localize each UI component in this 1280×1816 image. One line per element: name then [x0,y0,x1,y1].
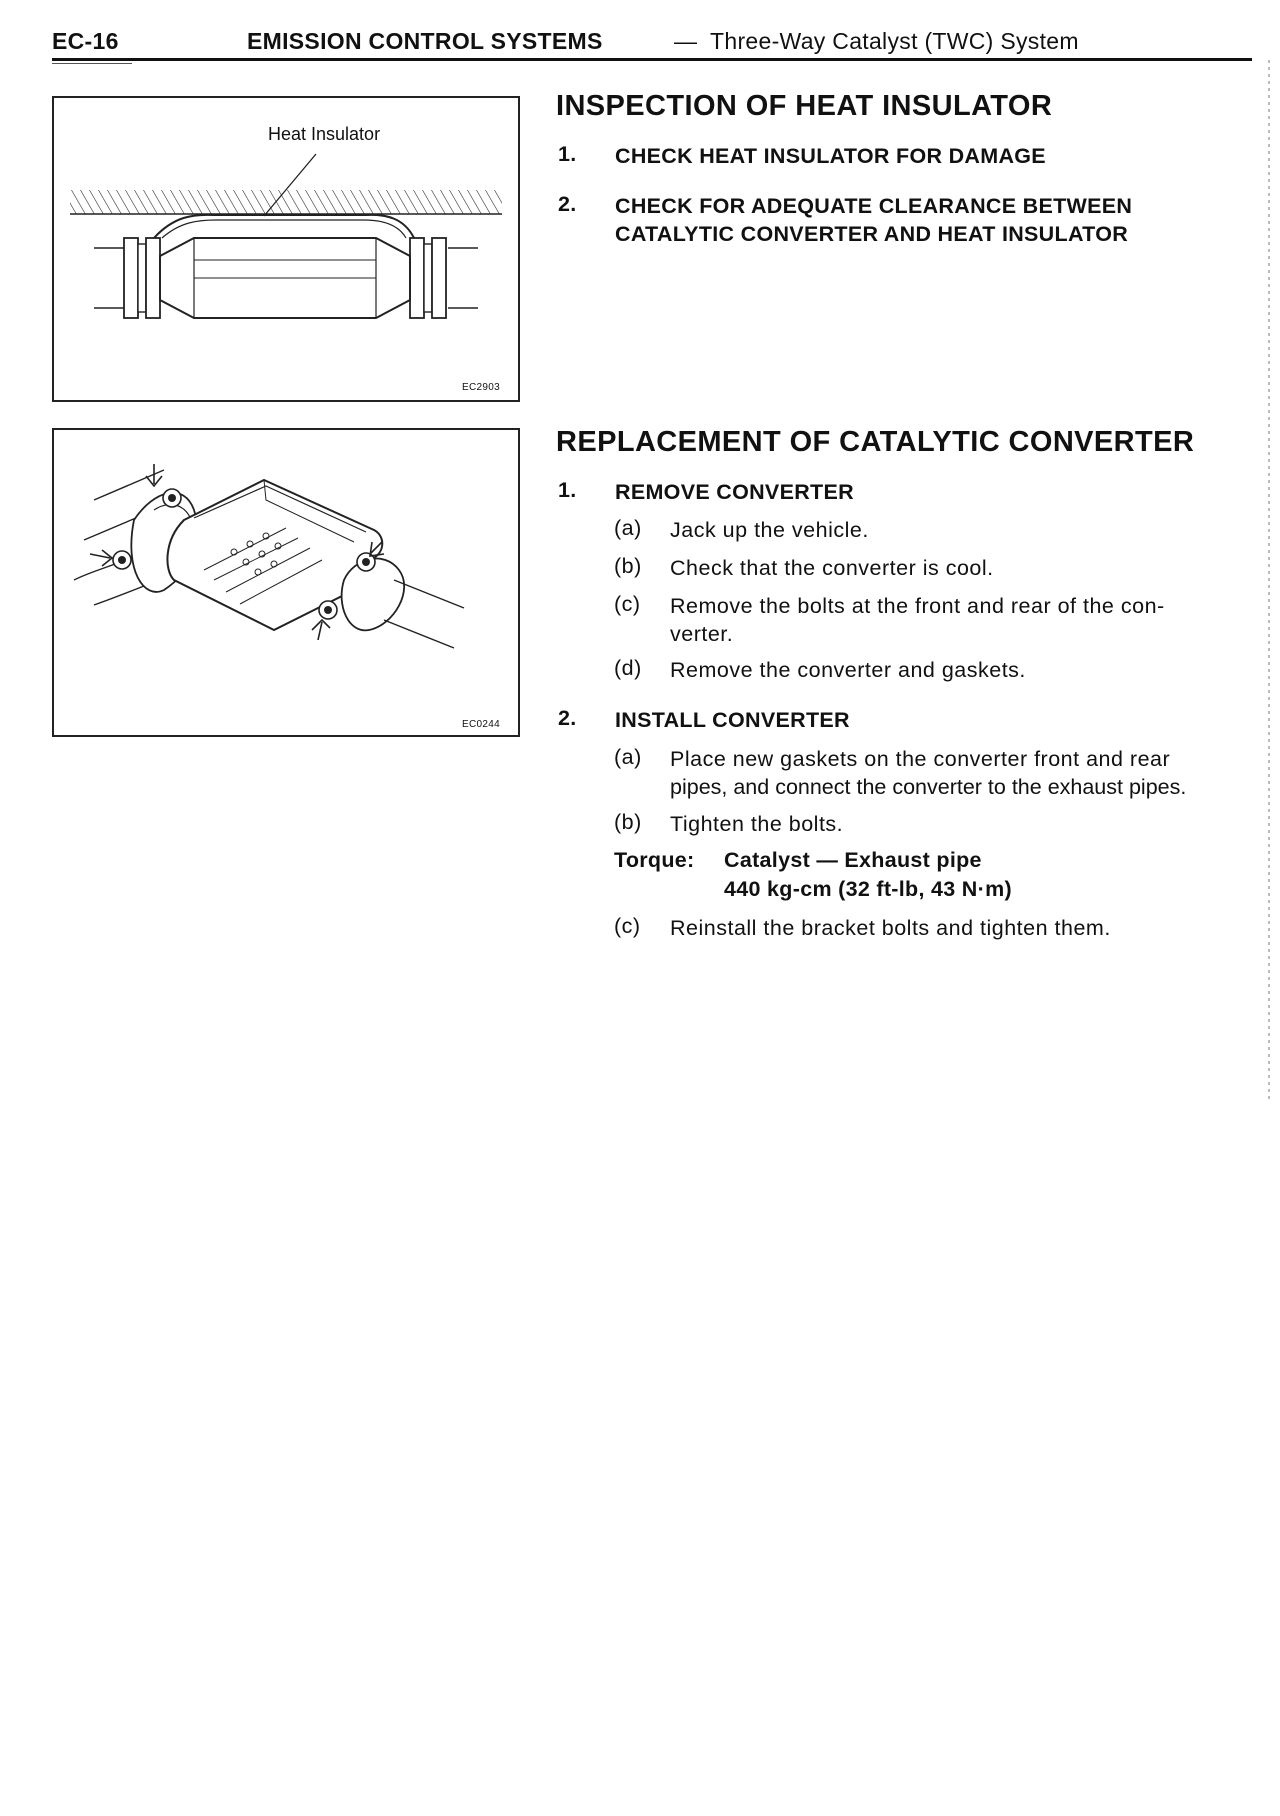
converter-removal-diagram [54,430,518,735]
install-substep-b [614,810,1254,840]
substep-text: Tighten the bolts. [670,812,844,836]
page-number: EC-16 [52,28,119,54]
converter-removal-figure [52,428,520,737]
step-text-line2: CATALYTIC CONVERTER AND HEAT INSULATOR [615,222,1129,246]
replacement-title: REPLACEMENT OF CATALYTIC CONVERTER [556,426,1195,458]
torque-item: Catalyst — Exhaust pipe [724,848,982,872]
step-text: INSTALL CONVERTER [615,708,850,732]
header-rule-accent [52,63,132,64]
install-substep-a [614,745,1264,803]
install-substep-c [614,914,1254,944]
substep-label: (c) [614,914,641,938]
substep-text: Reinstall the bracket bolts and tighten them. [670,916,1111,940]
torque-label: Torque: [614,848,695,872]
substep-label: (b) [614,554,642,578]
step-text: REMOVE CONVERTER [615,480,854,504]
inspection-step-1 [558,142,1238,172]
torque-spec [614,848,1254,908]
torque-value: 440 kg-cm (32 ft-lb, 43 N·m) [724,877,1012,901]
substep-label: (c) [614,592,641,616]
section-title: EMISSION CONTROL SYSTEMS [247,28,603,54]
figure-code: EC2903 [462,382,500,393]
remove-substep-d [614,656,1254,686]
substep-text-line1: Place new gaskets on the converter front and rear [670,747,1171,771]
header-rule [52,58,1252,61]
substep-text: Remove the converter and gaskets. [670,658,1026,682]
substep-label: (d) [614,656,642,680]
substep-label: (a) [614,745,642,769]
remove-substep-c [614,592,1254,650]
heat-insulator-figure [52,96,520,402]
step-number: 1. [558,142,577,166]
substep-text: Check that the converter is cool. [670,556,994,580]
figure-code: EC0244 [462,719,500,730]
step-number: 2. [558,192,577,216]
remove-substep-b [614,554,1254,584]
substep-text: Jack up the vehicle. [670,518,869,542]
substep-label: (a) [614,516,642,540]
step-text-line1: CHECK FOR ADEQUATE CLEARANCE BETWEEN [615,194,1133,218]
inspection-title: INSPECTION OF HEAT INSULATOR [556,90,1053,122]
substep-text-line2: pipes, and connect the converter to the exhaust pipes. [670,775,1187,799]
substep-text-line2: verter. [670,622,734,646]
remove-converter-step [558,478,1238,508]
remove-substep-a [614,516,1254,546]
inspection-step-2 [558,192,1238,252]
substep-text-line1: Remove the bolts at the front and rear of the con- [670,594,1165,618]
step-text: CHECK HEAT INSULATOR FOR DAMAGE [615,144,1046,168]
substep-label: (b) [614,810,642,834]
step-number: 1. [558,478,577,502]
install-converter-step [558,706,1238,736]
subsection-title: Three-Way Catalyst (TWC) System [710,28,1079,54]
heat-insulator-label: Heat Insulator [268,124,381,144]
page-header [52,28,1252,62]
header-dash: — [674,28,698,54]
step-number: 2. [558,706,577,730]
